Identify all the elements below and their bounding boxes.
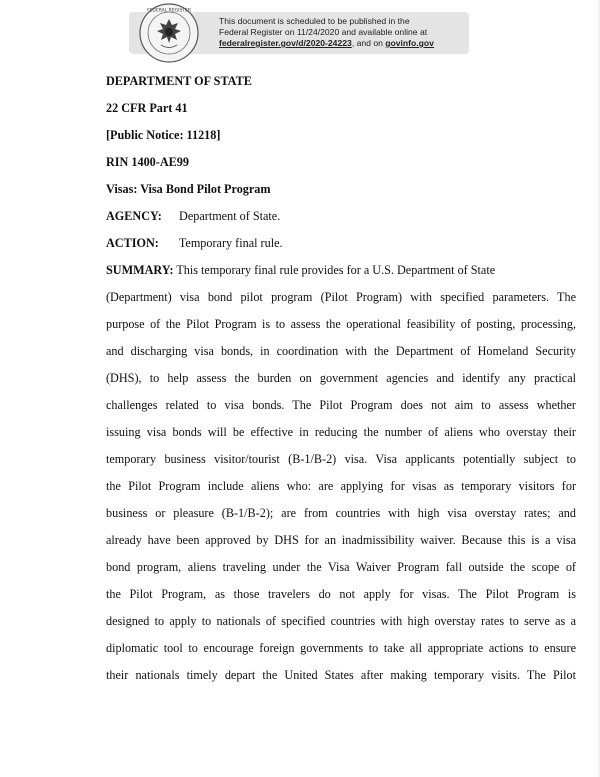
banner-line-3-mid: , and on	[351, 38, 386, 48]
agency-value: Department of State.	[179, 209, 281, 223]
summary-line: diplomatic tool to encourage foreign governments to take all appropriate actions to ensure	[106, 641, 576, 655]
summary-line: purpose of the Pilot Program is to assess the operational feasibility of posting, processing,	[106, 317, 576, 331]
govinfo-link[interactable]: govinfo.gov	[385, 38, 434, 48]
summary-line: temporary business visitor/tourist (B-1/B-2) visa. Visa applicants potentially subject to	[106, 452, 576, 466]
agency-row	[106, 203, 576, 230]
public-notice: [Public Notice: 11218]	[106, 128, 221, 142]
federal-register-seal-icon	[139, 3, 199, 63]
action-row	[106, 230, 576, 257]
summary-line: the Pilot Program, as those travelers do not apply for visas. The Pilot Program is	[106, 587, 576, 601]
summary-line	[106, 257, 576, 284]
action-value: Temporary final rule.	[178, 236, 283, 250]
summary-line: (Department) visa bond pilot program (Pilot Program) with specified parameters. The	[106, 290, 576, 304]
summary-line: (DHS), to help assess the burden on government agencies and identify any practical	[106, 371, 576, 385]
banner-line-3	[219, 38, 464, 49]
summary-line: issuing visa bonds will be effective in reducing the number of aliens who overstay their	[106, 425, 576, 439]
summary-line: their nationals timely depart the United States after making temporary visits. The Pilot	[106, 668, 576, 682]
summary-line: business or pleasure (B-1/B-2); are from countries with high visa overstay rates; and	[106, 506, 576, 520]
department-heading: DEPARTMENT OF STATE	[106, 74, 252, 88]
summary-line: bond program, aliens traveling under the Visa Waiver Program fall outside the scope of	[106, 560, 576, 574]
summary-line: challenges related to visa bonds. The Pilot Program does not aim to assess whether	[106, 398, 576, 412]
summary-line-text: This temporary final rule provides for a U.S. Department of State	[173, 263, 496, 277]
action-label: ACTION:	[106, 236, 159, 250]
document-body	[106, 68, 576, 689]
summary-line: already have been approved by DHS for an inadmissibility waiver. Because this is a visa	[106, 533, 576, 547]
summary-label: SUMMARY:	[106, 263, 174, 277]
rin-number: RIN 1400-AE99	[106, 155, 189, 169]
agency-label: AGENCY:	[106, 209, 162, 223]
summary-line: the Pilot Program include aliens who: are applying for visas as temporary visitors for	[106, 479, 576, 493]
federal-register-link[interactable]: federalregister.gov/d/2020-24223	[219, 38, 352, 48]
summary-line: designed to apply to nationals of specified countries with high overstay rates to serve as a	[106, 614, 576, 628]
publication-banner	[129, 8, 469, 54]
cfr-reference: 22 CFR Part 41	[106, 101, 188, 115]
document-title: Visas: Visa Bond Pilot Program	[106, 182, 271, 196]
banner-line-1: This document is scheduled to be published in the	[219, 16, 410, 26]
banner-text	[219, 16, 464, 49]
seal-lettering: FEDERAL REGISTER	[146, 8, 192, 14]
summary-paragraph	[106, 257, 576, 689]
banner-line-2: Federal Register on 11/24/2020 and available online at	[219, 27, 428, 37]
summary-line: and discharging visa bonds, in coordination with the Department of Homeland Security	[106, 344, 576, 358]
